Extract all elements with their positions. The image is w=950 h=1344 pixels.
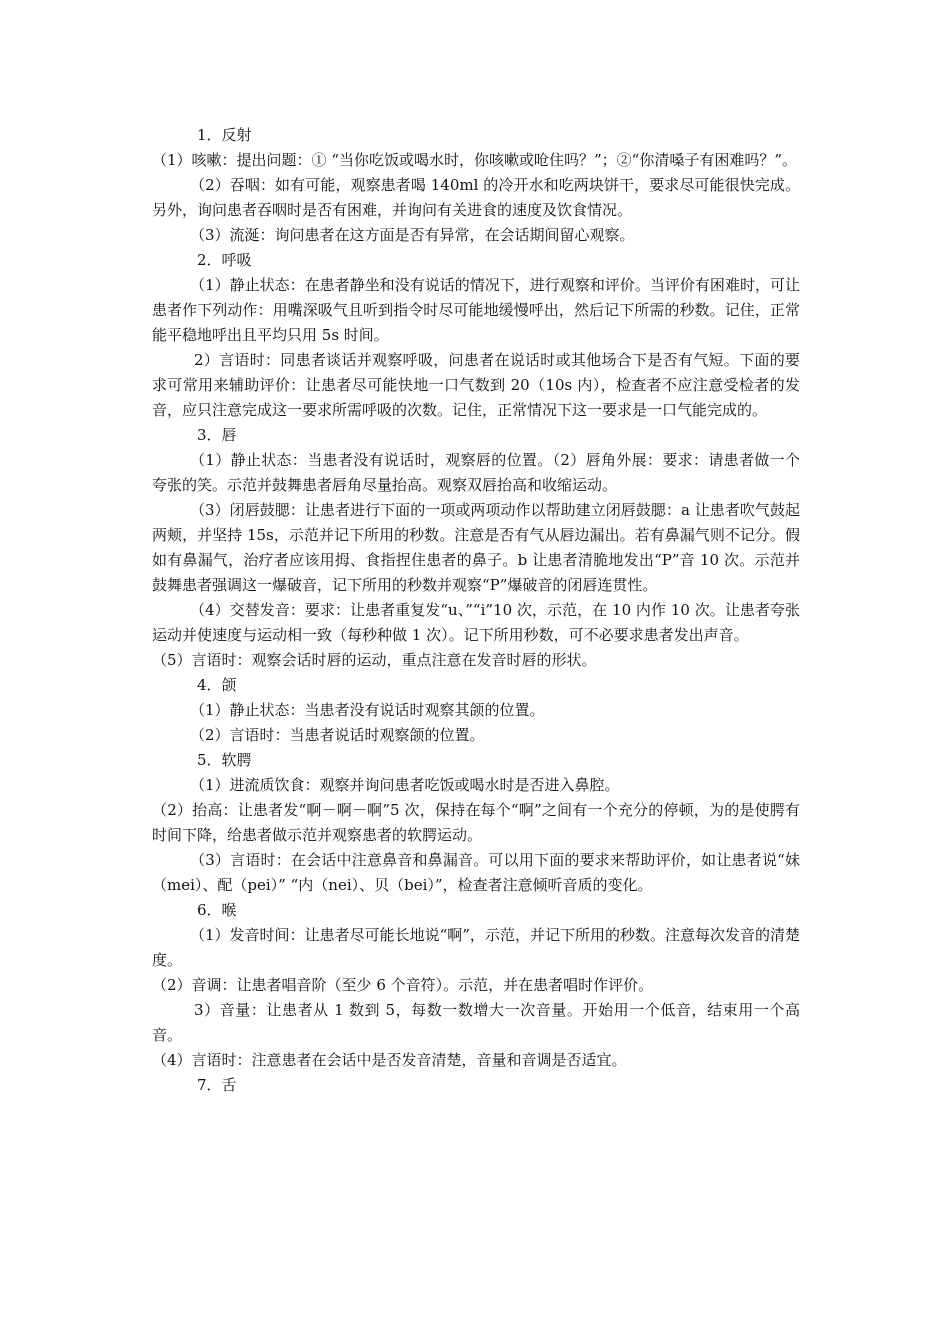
paragraph-larynx-speech: （4）言语时：注意患者在会话中是否发音清楚，音量和音调是否适宜。 <box>152 1051 627 1069</box>
paragraph-lips-seal: （3）闭唇鼓腮：让患者进行下面的一项或两项动作以帮助建立闭唇鼓腮：a 让患者吹气鼓起两颊，并坚持 15s，示范并记下所用的秒数。注意是否有气从唇边漏出。若有鼻漏气则不记分。假如有鼻漏气，治疗者应该用拇、食指捏住患者的鼻子。b 让患者清脆地发出“P”音 10 次。示范并鼓舞患者强调这一爆破音，记下所用的秒数并观察“P”爆破音的闭唇连贯性。 <box>152 501 800 594</box>
heading-soft-palate: 5．软腭 <box>197 751 252 769</box>
paragraph-cough: （1）咳嗽：提出问题：① “当你吃饭或喝水时，你咳嗽或呛住吗？”；②“你清嗓子有困难吗？”。 <box>152 151 797 169</box>
paragraph-breathing-speech: 2）言语时：同患者谈话并观察呼吸，问患者在说话时或其他场合下是否有气短。下面的要求可常用来辅助评价：让患者尽可能快地一口气数到 20（10s 内），检查者不应注意受检者的发音，应只注意完成这一要求所需呼吸的次数。记住，正常情况下这一要求是一口气能完成的。 <box>152 351 800 419</box>
heading-breathing: 2．呼吸 <box>197 251 252 269</box>
paragraph-breathing-rest: （1）静止状态：在患者静坐和没有说话的情况下，进行观察和评价。当评价有困难时，可让患者作下列动作：用嘴深吸气且听到指令时尽可能地缓慢呼出，然后记下所需的秒数。记住，正常能平稳地呼出且平均只用 5s 时间。 <box>152 276 800 344</box>
heading-tongue: 7．舌 <box>197 1076 237 1094</box>
document-page <box>152 123 800 1098</box>
heading-reflex: 1．反射 <box>197 126 252 144</box>
paragraph-palate-fluid: （1）进流质饮食：观察并询问患者吃饭或喝水时是否进入鼻腔。 <box>190 776 620 794</box>
paragraph-drool: （3）流涎：询问患者在这方面是否有异常，在会话期间留心观察。 <box>190 226 635 244</box>
heading-jaw: 4．颌 <box>197 676 237 694</box>
paragraph-larynx-time: （1）发音时间：让患者尽可能长地说“啊”，示范，并记下所用的秒数。注意每次发音的清楚度。 <box>152 926 800 969</box>
paragraph-palate-raise: （2）抬高：让患者发“啊－啊－啊”5 次，保持在每个“啊”之间有一个充分的停顿，为的是使腭有时间下降，给患者做示范并观察患者的软腭运动。 <box>152 801 800 844</box>
paragraph-swallow: （2）吞咽：如有可能，观察患者喝 140ml 的冷开水和吃两块饼干，要求尽可能很快完成。另外，询问患者吞咽时是否有困难，并询问有关进食的速度及饮食情况。 <box>152 176 800 219</box>
paragraph-larynx-pitch: （2）音调：让患者唱音阶（至少 6 个音符）。示范，并在患者唱时作评价。 <box>152 976 654 994</box>
paragraph-lips-speech: （5）言语时：观察会话时唇的运动，重点注意在发音时唇的形状。 <box>152 651 597 669</box>
heading-larynx: 6．喉 <box>197 901 237 919</box>
paragraph-lips-rest: （1）静止状态：当患者没有说话时，观察唇的位置。（2）唇角外展：要求：请患者做一个夸张的笑。示范并鼓舞患者唇角尽量抬高。观察双唇抬高和收缩运动。 <box>152 451 800 494</box>
paragraph-jaw-rest: （1）静止状态：当患者没有说话时观察其颌的位置。 <box>190 701 545 719</box>
paragraph-palate-speech: （3）言语时：在会话中注意鼻音和鼻漏音。可以用下面的要求来帮助评价，如让患者说“妹（mei）、配（pei）” “内（nei）、贝（bei）”，检查者注意倾听音质的变化。 <box>152 851 800 894</box>
paragraph-lips-alternate: （4）交替发音：要求：让患者重复发“u、”“i”10 次，示范，在 10 内作 10 次。让患者夸张运动并使速度与运动相一致（每秒种做 1 次）。记下所用秒数，可不必要求患者发出声音。 <box>152 601 800 644</box>
paragraph-larynx-volume: 3）音量：让患者从 1 数到 5，每数一数增大一次音量。开始用一个低音，结束用一个高音。 <box>152 1001 800 1044</box>
paragraph-jaw-speech: （2）言语时：当患者说话时观察颌的位置。 <box>190 726 485 744</box>
heading-lips: 3．唇 <box>197 426 237 444</box>
